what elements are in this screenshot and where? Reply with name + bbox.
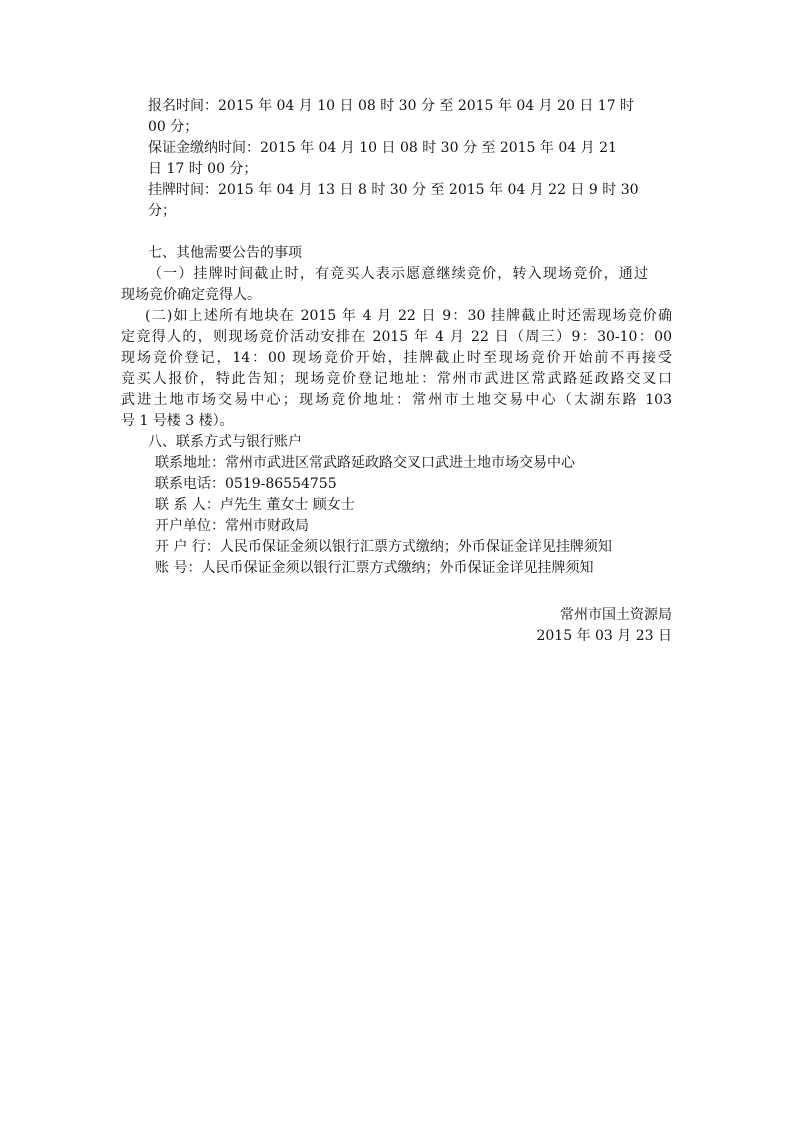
contact-phone: 联系电话：0519-86554755 [155, 476, 337, 492]
section7-para2-line3: 现场竞价登记，14：00 现场竞价开始，挂牌截止时至现场竞价开始前不再接受 [121, 350, 672, 366]
issuer-name: 常州市国土资源局 [560, 607, 672, 623]
section7-para1-line1: （一）挂牌时间截止时，有竞买人表示愿意继续竞价，转入现场竞价，通过 [148, 266, 648, 282]
account-number: 账 号：人民币保证金须以银行汇票方式缴纳；外币保证金详见挂牌须知 [155, 560, 594, 576]
section7-para2-line2: 定竞得人的，则现场竞价活动安排在 2015 年 4 月 22 日（周三）9：30-10：00 [121, 329, 672, 345]
listing-time-line-2: 分； [148, 203, 176, 219]
account-unit: 开户单位：常州市财政局 [155, 518, 309, 534]
issue-date: 2015 年 03 月 23 日 [536, 628, 672, 644]
section7-para1-line2: 现场竞价确定竞得人。 [121, 287, 261, 303]
signup-time-line-2: 00 分； [148, 119, 199, 135]
listing-time-line-1: 挂牌时间：2015 年 04 月 13 日 8 时 30 分 至 2015 年 04 月 22 日 9 时 30 [148, 182, 639, 198]
section7-para2-line4: 竞买人报价，特此告知；现场竞价登记地址：常州市武进区常武路延政路交叉口 [121, 371, 672, 387]
section7-para2-line5: 武进土地市场交易中心；现场竞价地址：常州市土地交易中心（太湖东路 103 [121, 392, 672, 408]
section7-para2-line6: 号 1 号楼 3 楼）。 [121, 413, 234, 429]
section8-heading: 八、联系方式与银行账户 [148, 434, 302, 450]
section7-para2-line1: (二)如上述所有地块在 2015 年 4 月 22 日 9：30 挂牌截止时还需现场竞价确 [145, 308, 672, 324]
contact-person: 联 系 人：卢先生 董女士 顾女士 [155, 497, 355, 513]
signup-time-line-1: 报名时间：2015 年 04 月 10 日 08 时 30 分 至 2015 年 04 月 20 日 17 时 [148, 98, 635, 114]
deposit-time-line-2: 日 17 时 00 分； [148, 161, 258, 177]
bank-name: 开 户 行：人民币保证金须以银行汇票方式缴纳；外币保证金详见挂牌须知 [155, 539, 612, 555]
section7-heading: 七、其他需要公告的事项 [148, 245, 302, 261]
deposit-time-line-1: 保证金缴纳时间：2015 年 04 月 10 日 08 时 30 分 至 2015 年 04 月 21 [148, 140, 617, 156]
contact-address: 联系地址：常州市武进区常武路延政路交叉口武进土地市场交易中心 [155, 455, 575, 471]
